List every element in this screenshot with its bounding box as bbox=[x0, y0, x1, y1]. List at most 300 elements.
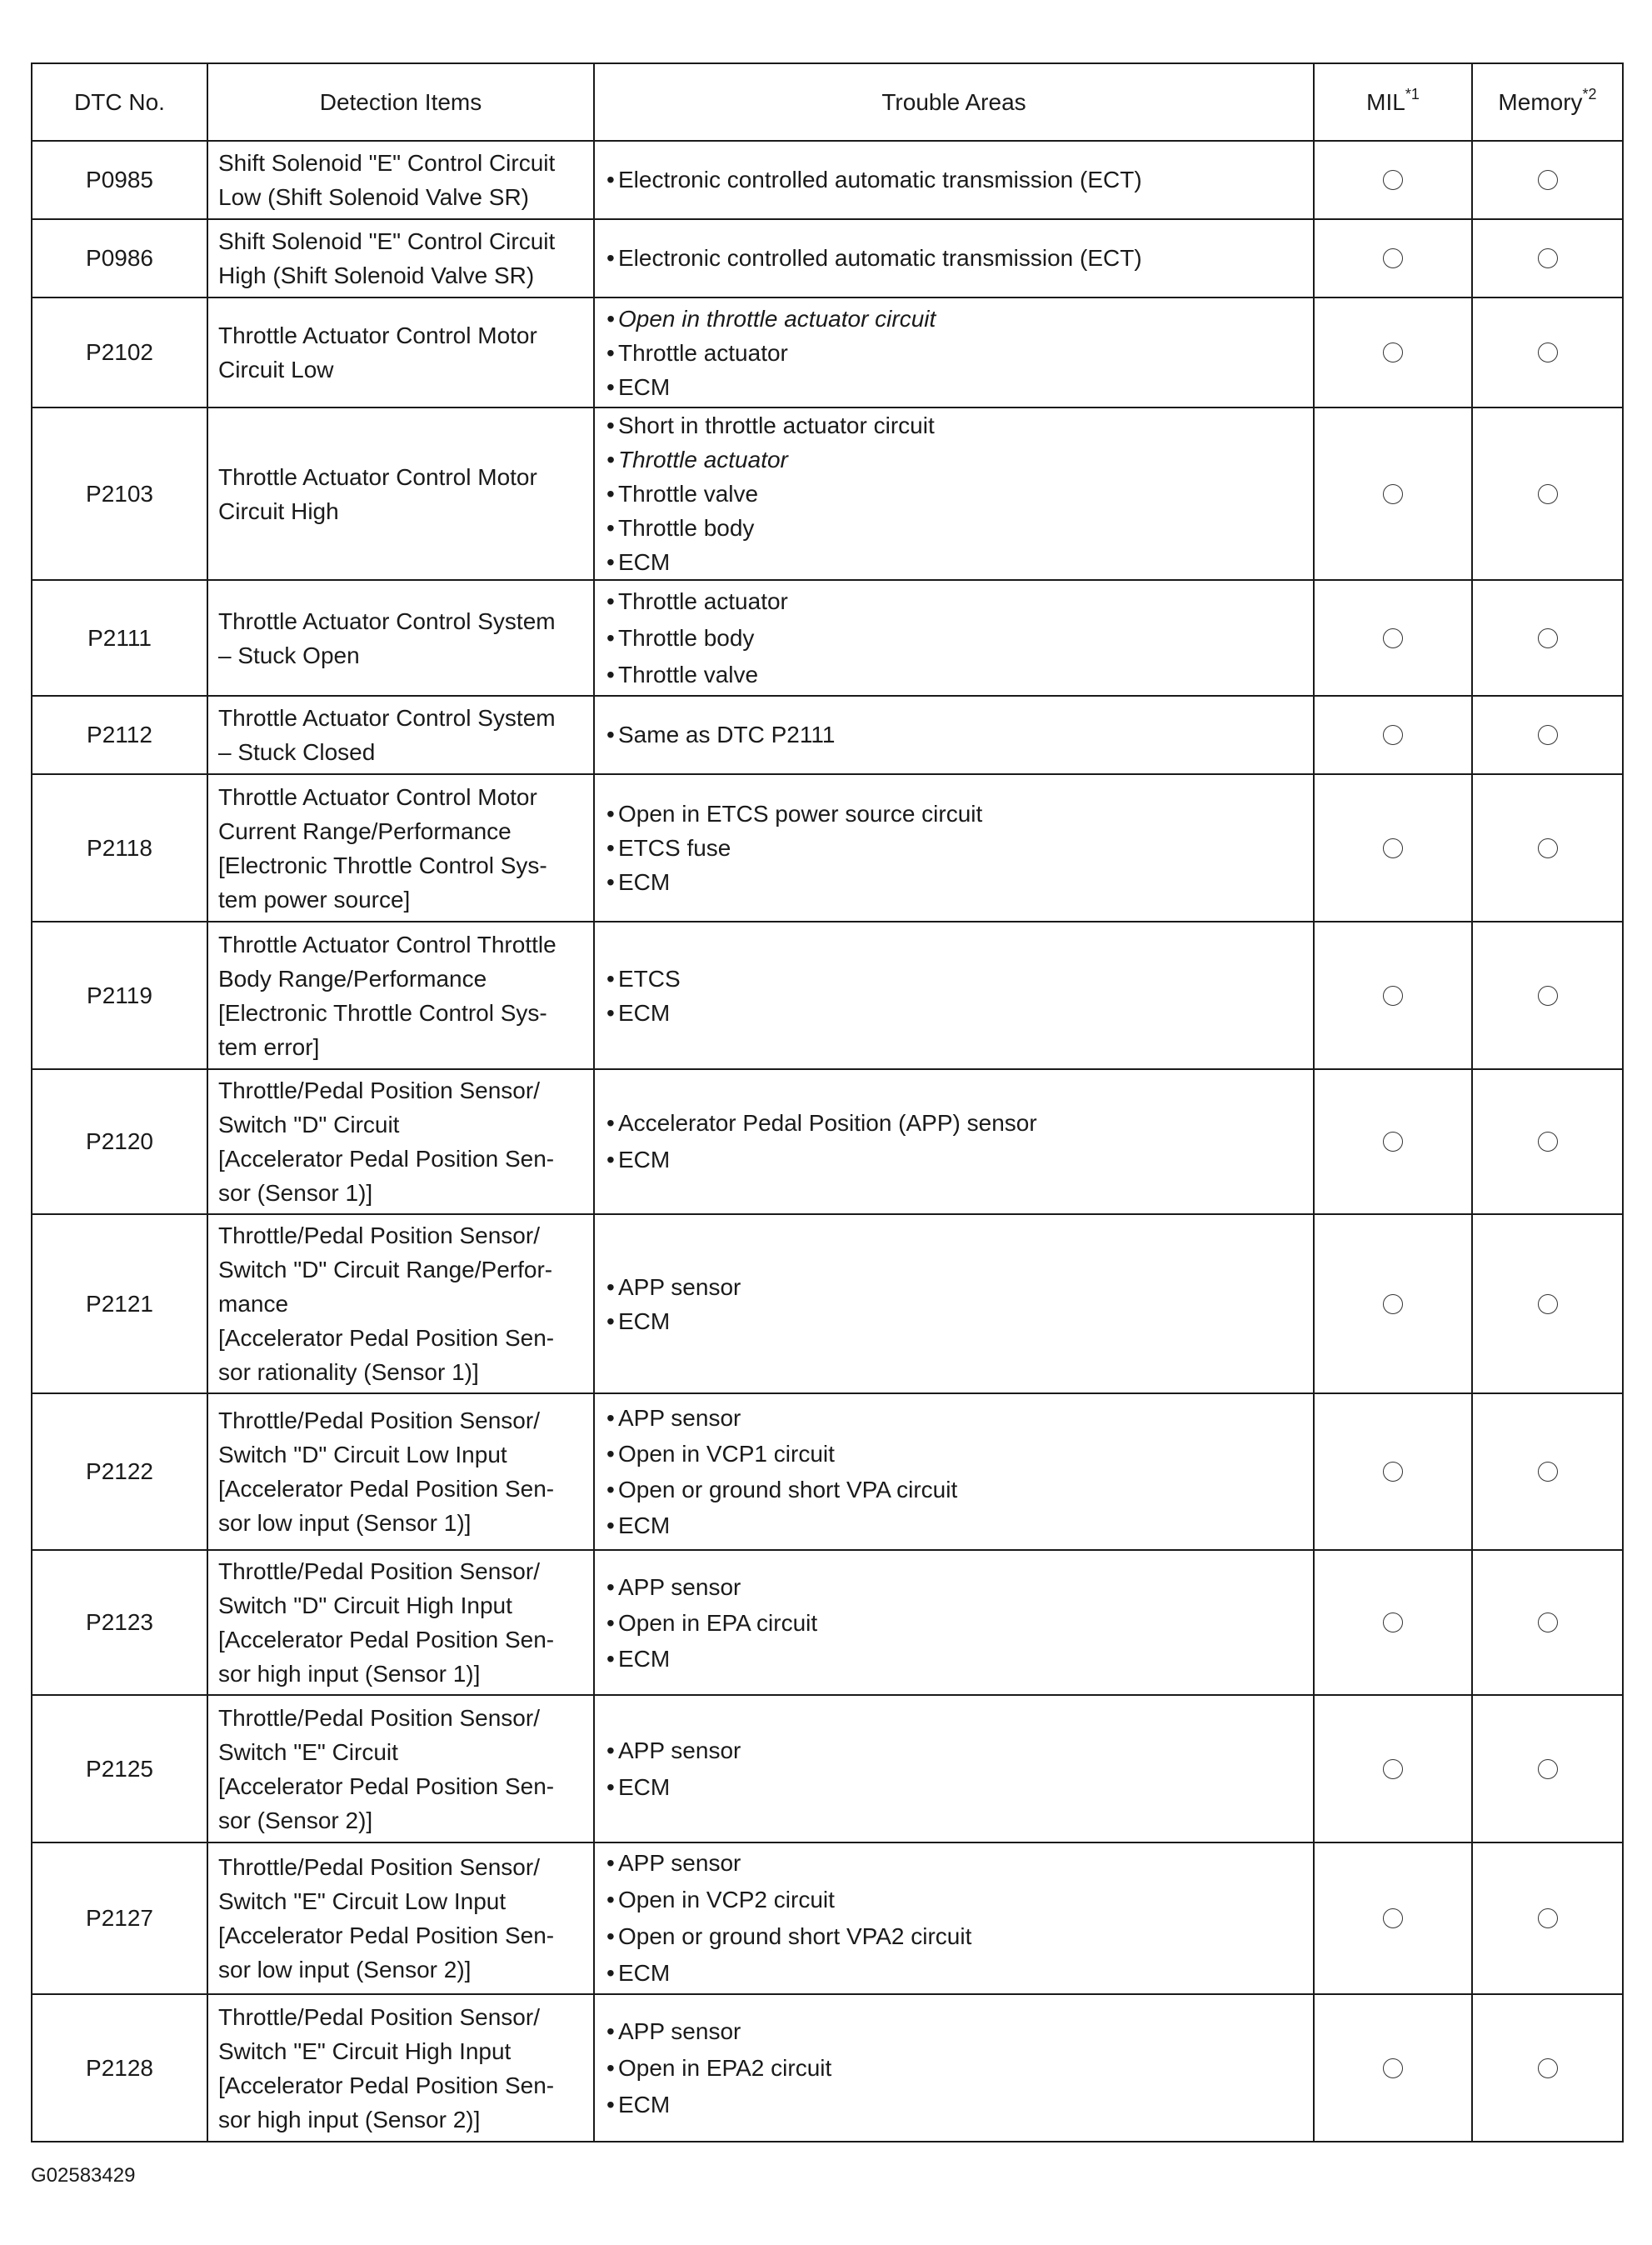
bullet-icon: • bbox=[606, 515, 615, 541]
detection-item bbox=[207, 580, 594, 696]
memory-indicator bbox=[1472, 219, 1623, 298]
memory-footnote-mark: *2 bbox=[1582, 85, 1597, 102]
mil-indicator bbox=[1314, 1842, 1472, 1994]
circle-icon bbox=[1538, 725, 1558, 745]
dtc-number: P0985 bbox=[32, 141, 207, 219]
circle-icon bbox=[1538, 628, 1558, 648]
dtc-number: P2123 bbox=[32, 1550, 207, 1695]
table-row bbox=[32, 408, 1623, 580]
detection-line: Throttle/Pedal Position Sensor/ bbox=[218, 1704, 540, 1731]
trouble-area-text: Throttle valve bbox=[618, 481, 759, 507]
circle-icon bbox=[1383, 1908, 1403, 1928]
mil-indicator bbox=[1314, 141, 1472, 219]
trouble-area-item bbox=[606, 620, 1305, 657]
header-trouble-areas: Trouble Areas bbox=[594, 63, 1314, 141]
circle-icon bbox=[1538, 1132, 1558, 1152]
detection-item bbox=[207, 1393, 594, 1550]
mil-indicator bbox=[1314, 696, 1472, 774]
table-row bbox=[32, 219, 1623, 298]
bullet-icon: • bbox=[606, 1645, 615, 1672]
table-row bbox=[32, 1393, 1623, 1550]
trouble-area-item bbox=[606, 2013, 1305, 2050]
trouble-area-item bbox=[606, 1105, 1305, 1142]
detection-line: sor high input (Sensor 2)] bbox=[218, 2106, 481, 2132]
trouble-area-text: ECM bbox=[618, 1147, 671, 1172]
detection-item bbox=[207, 1214, 594, 1393]
circle-icon bbox=[1383, 2058, 1403, 2078]
bullet-icon: • bbox=[606, 339, 615, 366]
trouble-areas bbox=[594, 1214, 1314, 1393]
table-row bbox=[32, 141, 1623, 219]
dtc-number: P2120 bbox=[32, 1069, 207, 1214]
trouble-area-list bbox=[606, 718, 1305, 752]
trouble-area-item bbox=[606, 865, 1305, 899]
trouble-area-item bbox=[606, 996, 1305, 1030]
circle-icon bbox=[1383, 342, 1403, 362]
detection-line: Throttle/Pedal Position Sensor/ bbox=[218, 1408, 540, 1433]
dtc-number: P2118 bbox=[32, 774, 207, 922]
detection-line: [Accelerator Pedal Position Sen- bbox=[218, 1146, 555, 1172]
dtc-number: P2112 bbox=[32, 696, 207, 774]
mil-indicator bbox=[1314, 408, 1472, 580]
trouble-area-text: Accelerator Pedal Position (APP) sensor bbox=[618, 1110, 1037, 1136]
circle-icon bbox=[1538, 342, 1558, 362]
trouble-area-list bbox=[606, 408, 1305, 579]
detection-line: – Stuck Closed bbox=[218, 739, 376, 765]
table-row bbox=[32, 580, 1623, 696]
header-detection-items: Detection Items bbox=[207, 63, 594, 141]
circle-icon bbox=[1383, 484, 1403, 504]
detection-item bbox=[207, 1994, 594, 2142]
memory-indicator bbox=[1472, 1214, 1623, 1393]
trouble-area-item bbox=[606, 545, 1305, 579]
header-memory: Memory$^{*2}$ bbox=[1472, 63, 1623, 141]
detection-line: sor high input (Sensor 1)] bbox=[218, 1661, 481, 1687]
bullet-icon: • bbox=[606, 305, 615, 332]
trouble-areas bbox=[594, 141, 1314, 219]
detection-item bbox=[207, 141, 594, 219]
trouble-area-item bbox=[606, 477, 1305, 511]
trouble-area-item bbox=[606, 1270, 1305, 1304]
detection-line: Switch "D" Circuit bbox=[218, 1112, 400, 1138]
circle-icon bbox=[1538, 986, 1558, 1006]
trouble-areas bbox=[594, 774, 1314, 922]
circle-icon bbox=[1383, 725, 1403, 745]
trouble-area-item bbox=[606, 718, 1305, 752]
detection-item bbox=[207, 219, 594, 298]
mil-indicator bbox=[1314, 1393, 1472, 1550]
trouble-area-item bbox=[606, 1569, 1305, 1605]
bullet-icon: • bbox=[606, 801, 615, 827]
memory-indicator bbox=[1472, 696, 1623, 774]
trouble-area-item bbox=[606, 657, 1305, 693]
trouble-area-item bbox=[606, 1472, 1305, 1508]
trouble-area-item bbox=[606, 1508, 1305, 1543]
detection-line: Throttle Actuator Control Motor bbox=[218, 463, 537, 490]
table-body bbox=[32, 141, 1623, 2142]
trouble-area-item bbox=[606, 583, 1305, 620]
detection-line: sor low input (Sensor 2)] bbox=[218, 1957, 472, 1982]
trouble-area-list bbox=[606, 797, 1305, 899]
trouble-area-item bbox=[606, 336, 1305, 370]
memory-indicator bbox=[1472, 298, 1623, 408]
trouble-area-list bbox=[606, 1732, 1305, 1806]
trouble-area-text: Electronic controlled automatic transmission (ECT) bbox=[618, 167, 1142, 192]
memory-indicator bbox=[1472, 1994, 1623, 2142]
memory-indicator bbox=[1472, 1842, 1623, 1994]
trouble-area-list bbox=[606, 1845, 1305, 1992]
bullet-icon: • bbox=[606, 1923, 615, 1949]
bullet-icon: • bbox=[606, 1477, 615, 1502]
detection-line: Switch "D" Circuit High Input bbox=[218, 1592, 512, 1618]
trouble-area-item bbox=[606, 1882, 1305, 1918]
trouble-area-list bbox=[606, 2013, 1305, 2123]
circle-icon bbox=[1538, 2058, 1558, 2078]
trouble-area-item bbox=[606, 2050, 1305, 2087]
detection-item bbox=[207, 1842, 594, 1994]
detection-item bbox=[207, 774, 594, 922]
trouble-area-item bbox=[606, 2087, 1305, 2123]
bullet-icon: • bbox=[606, 1960, 615, 1986]
detection-item bbox=[207, 298, 594, 408]
trouble-area-item bbox=[606, 1641, 1305, 1677]
trouble-area-text: Throttle body bbox=[618, 515, 755, 541]
table-row bbox=[32, 774, 1623, 922]
trouble-area-text: ECM bbox=[618, 1308, 671, 1334]
dtc-number: P2128 bbox=[32, 1994, 207, 2142]
header-row bbox=[32, 63, 1623, 141]
bullet-icon: • bbox=[606, 869, 615, 895]
bullet-icon: • bbox=[606, 481, 615, 507]
mil-indicator bbox=[1314, 774, 1472, 922]
bullet-icon: • bbox=[606, 1573, 615, 1600]
detection-item bbox=[207, 696, 594, 774]
dtc-number: P0986 bbox=[32, 219, 207, 298]
trouble-area-item bbox=[606, 1918, 1305, 1955]
mil-indicator bbox=[1314, 1994, 1472, 2142]
circle-icon bbox=[1383, 1294, 1403, 1314]
bullet-icon: • bbox=[606, 412, 615, 438]
mil-indicator bbox=[1314, 1550, 1472, 1695]
trouble-area-text: ECM bbox=[618, 1645, 671, 1672]
detection-line: Low (Shift Solenoid Valve SR) bbox=[218, 184, 529, 210]
detection-line: Switch "E" Circuit High Input bbox=[218, 2038, 512, 2064]
memory-indicator bbox=[1472, 1550, 1623, 1695]
bullet-icon: • bbox=[606, 549, 615, 575]
bullet-icon: • bbox=[606, 1609, 615, 1636]
bullet-icon: • bbox=[606, 999, 615, 1026]
mil-indicator bbox=[1314, 298, 1472, 408]
table-row bbox=[32, 1842, 1623, 1994]
detection-line: [Accelerator Pedal Position Sen- bbox=[218, 2072, 555, 2098]
memory-indicator bbox=[1472, 774, 1623, 922]
detection-line: Body Range/Performance bbox=[218, 965, 487, 992]
trouble-area-text: APP sensor bbox=[618, 1405, 741, 1431]
circle-icon bbox=[1538, 1462, 1558, 1482]
dtc-number: P2127 bbox=[32, 1842, 207, 1994]
table-row bbox=[32, 1695, 1623, 1842]
detection-line: Circuit High bbox=[218, 498, 339, 524]
bullet-icon: • bbox=[606, 245, 615, 271]
mil-indicator bbox=[1314, 1214, 1472, 1393]
trouble-area-text: APP sensor bbox=[618, 1737, 741, 1763]
circle-icon bbox=[1538, 1759, 1558, 1779]
trouble-area-item bbox=[606, 1304, 1305, 1338]
trouble-areas bbox=[594, 219, 1314, 298]
circle-icon bbox=[1383, 986, 1403, 1006]
dtc-number: P2103 bbox=[32, 408, 207, 580]
mil-indicator bbox=[1314, 1695, 1472, 1842]
bullet-icon: • bbox=[606, 2018, 615, 2044]
trouble-area-list bbox=[606, 1569, 1305, 1677]
memory-indicator bbox=[1472, 408, 1623, 580]
detection-line: Switch "E" Circuit Low Input bbox=[218, 1888, 507, 1914]
circle-icon bbox=[1538, 1612, 1558, 1632]
detection-line: sor (Sensor 2)] bbox=[218, 1807, 373, 1833]
circle-icon bbox=[1383, 838, 1403, 858]
trouble-area-text: Open in ETCS power source circuit bbox=[618, 801, 983, 827]
trouble-area-item bbox=[606, 1955, 1305, 1992]
trouble-area-text: Open in VCP1 circuit bbox=[618, 1441, 835, 1467]
bullet-icon: • bbox=[606, 1850, 615, 1876]
trouble-areas bbox=[594, 1550, 1314, 1695]
detection-line: Shift Solenoid "E" Control Circuit bbox=[218, 150, 556, 176]
mil-indicator bbox=[1314, 580, 1472, 696]
trouble-areas bbox=[594, 408, 1314, 580]
bullet-icon: • bbox=[606, 373, 615, 400]
detection-line: Throttle/Pedal Position Sensor/ bbox=[218, 2003, 540, 2030]
trouble-area-text: APP sensor bbox=[618, 1850, 741, 1876]
memory-indicator bbox=[1472, 1393, 1623, 1550]
trouble-areas bbox=[594, 580, 1314, 696]
trouble-areas bbox=[594, 696, 1314, 774]
detection-line: Circuit Low bbox=[218, 357, 334, 382]
circle-icon bbox=[1383, 170, 1403, 190]
trouble-area-list bbox=[606, 1400, 1305, 1543]
memory-indicator bbox=[1472, 580, 1623, 696]
bullet-icon: • bbox=[606, 624, 615, 651]
trouble-area-text: ECM bbox=[618, 999, 671, 1026]
detection-line: Throttle Actuator Control Motor bbox=[218, 322, 537, 348]
bullet-icon: • bbox=[606, 167, 615, 192]
mil-footnote-mark: *1 bbox=[1405, 85, 1420, 102]
table-row bbox=[32, 1994, 1623, 2142]
detection-line: sor rationality (Sensor 1)] bbox=[218, 1359, 479, 1385]
trouble-areas bbox=[594, 1842, 1314, 1994]
dtc-number: P2122 bbox=[32, 1393, 207, 1550]
trouble-areas bbox=[594, 1695, 1314, 1842]
trouble-area-text: Open or ground short VPA2 circuit bbox=[618, 1923, 972, 1949]
memory-indicator bbox=[1472, 1695, 1623, 1842]
detection-line: tem power source] bbox=[218, 886, 411, 912]
trouble-area-text: ETCS bbox=[618, 965, 681, 992]
table-row bbox=[32, 922, 1623, 1069]
trouble-area-item bbox=[606, 1436, 1305, 1472]
memory-indicator bbox=[1472, 1069, 1623, 1214]
trouble-area-item bbox=[606, 797, 1305, 831]
detection-line: Throttle/Pedal Position Sensor/ bbox=[218, 1078, 540, 1103]
bullet-icon: • bbox=[606, 588, 615, 614]
trouble-area-text: ECM bbox=[618, 1512, 671, 1538]
table-row bbox=[32, 298, 1623, 408]
trouble-area-list bbox=[606, 1270, 1305, 1338]
detection-line: Current Range/Performance bbox=[218, 818, 512, 844]
mil-indicator bbox=[1314, 219, 1472, 298]
trouble-area-text: Throttle actuator bbox=[618, 447, 788, 472]
circle-icon bbox=[1383, 248, 1403, 268]
trouble-area-text: Open in EPA circuit bbox=[618, 1609, 818, 1636]
trouble-area-list bbox=[606, 962, 1305, 1030]
detection-line: Switch "D" Circuit Range/Perfor- bbox=[218, 1257, 553, 1282]
trouble-area-text: Throttle valve bbox=[618, 661, 759, 688]
table-row bbox=[32, 1214, 1623, 1393]
trouble-area-item bbox=[606, 1142, 1305, 1178]
circle-icon bbox=[1383, 1462, 1403, 1482]
bullet-icon: • bbox=[606, 1147, 615, 1172]
detection-line: Switch "E" Circuit bbox=[218, 1738, 398, 1765]
trouble-area-text: APP sensor bbox=[618, 1273, 741, 1300]
detection-line: tem error] bbox=[218, 1033, 320, 1060]
trouble-areas bbox=[594, 1393, 1314, 1550]
trouble-area-text: Throttle actuator bbox=[618, 339, 788, 366]
memory-indicator bbox=[1472, 141, 1623, 219]
bullet-icon: • bbox=[606, 1887, 615, 1912]
detection-line: Throttle Actuator Control Throttle bbox=[218, 931, 556, 958]
circle-icon bbox=[1383, 628, 1403, 648]
trouble-area-item bbox=[606, 302, 1305, 336]
trouble-area-text: Short in throttle actuator circuit bbox=[618, 412, 935, 438]
circle-icon bbox=[1538, 1908, 1558, 1928]
detection-item bbox=[207, 408, 594, 580]
trouble-area-text: Open in throttle actuator circuit bbox=[618, 305, 936, 332]
bullet-icon: • bbox=[606, 447, 615, 472]
detection-line: Throttle/Pedal Position Sensor/ bbox=[218, 1222, 540, 1248]
circle-icon bbox=[1538, 248, 1558, 268]
detection-line: [Accelerator Pedal Position Sen- bbox=[218, 1922, 555, 1948]
trouble-area-item bbox=[606, 831, 1305, 865]
detection-line: Throttle/Pedal Position Sensor/ bbox=[218, 1558, 540, 1584]
dtc-number: P2125 bbox=[32, 1695, 207, 1842]
detection-line: [Accelerator Pedal Position Sen- bbox=[218, 1772, 555, 1799]
figure-code: G02583429 bbox=[31, 2164, 136, 2187]
dtc-number: P2121 bbox=[32, 1214, 207, 1393]
circle-icon bbox=[1383, 1759, 1403, 1779]
table-row bbox=[32, 1069, 1623, 1214]
bullet-icon: • bbox=[606, 1273, 615, 1300]
detection-line: [Accelerator Pedal Position Sen- bbox=[218, 1325, 555, 1351]
bullet-icon: • bbox=[606, 722, 615, 748]
bullet-icon: • bbox=[606, 835, 615, 861]
trouble-area-item bbox=[606, 1400, 1305, 1436]
trouble-area-text: Electronic controlled automatic transmission (ECT) bbox=[618, 245, 1142, 271]
memory-indicator bbox=[1472, 922, 1623, 1069]
bullet-icon: • bbox=[606, 661, 615, 688]
trouble-areas bbox=[594, 1994, 1314, 2142]
trouble-area-item bbox=[606, 1769, 1305, 1806]
detection-line: Shift Solenoid "E" Control Circuit bbox=[218, 228, 556, 254]
detection-item bbox=[207, 922, 594, 1069]
detection-item bbox=[207, 1695, 594, 1842]
trouble-area-item bbox=[606, 1845, 1305, 1882]
bullet-icon: • bbox=[606, 2054, 615, 2081]
trouble-area-text: ETCS fuse bbox=[618, 835, 731, 861]
circle-icon bbox=[1538, 170, 1558, 190]
trouble-area-item bbox=[606, 1605, 1305, 1641]
trouble-area-text: Open in EPA2 circuit bbox=[618, 2054, 832, 2081]
trouble-area-text: APP sensor bbox=[618, 2018, 741, 2044]
trouble-area-text: Throttle actuator bbox=[618, 588, 788, 614]
detection-line: – Stuck Open bbox=[218, 642, 360, 668]
trouble-area-list bbox=[606, 163, 1305, 197]
header-mil: MIL$^{*1}$ bbox=[1314, 63, 1472, 141]
trouble-area-text: Open in VCP2 circuit bbox=[618, 1887, 835, 1912]
mil-indicator bbox=[1314, 1069, 1472, 1214]
detection-line: Throttle Actuator Control System bbox=[218, 608, 556, 634]
trouble-area-text: ECM bbox=[618, 869, 671, 895]
trouble-area-text: ECM bbox=[618, 1773, 671, 1800]
trouble-area-item bbox=[606, 511, 1305, 545]
trouble-area-item bbox=[606, 1732, 1305, 1769]
dtc-number: P2102 bbox=[32, 298, 207, 408]
trouble-area-text: ECM bbox=[618, 2091, 671, 2118]
bullet-icon: • bbox=[606, 965, 615, 992]
detection-line: Throttle/Pedal Position Sensor/ bbox=[218, 1854, 540, 1880]
circle-icon bbox=[1538, 1294, 1558, 1314]
header-dtc-no: DTC No. bbox=[32, 63, 207, 141]
detection-line: Switch "D" Circuit Low Input bbox=[218, 1442, 507, 1468]
mil-indicator bbox=[1314, 922, 1472, 1069]
dtc-number: P2119 bbox=[32, 922, 207, 1069]
bullet-icon: • bbox=[606, 1308, 615, 1334]
trouble-area-text: Same as DTC P2111 bbox=[618, 722, 836, 748]
bullet-icon: • bbox=[606, 1441, 615, 1467]
trouble-area-text: ECM bbox=[618, 549, 671, 575]
circle-icon bbox=[1383, 1132, 1403, 1152]
trouble-area-list bbox=[606, 1105, 1305, 1178]
table-row bbox=[32, 696, 1623, 774]
trouble-area-list bbox=[606, 302, 1305, 404]
trouble-area-text: ECM bbox=[618, 1960, 671, 1986]
detection-line: High (Shift Solenoid Valve SR) bbox=[218, 262, 535, 288]
detection-line: Throttle Actuator Control Motor bbox=[218, 783, 537, 810]
circle-icon bbox=[1383, 1612, 1403, 1632]
bullet-icon: • bbox=[606, 2091, 615, 2118]
bullet-icon: • bbox=[606, 1110, 615, 1136]
detection-line: Throttle Actuator Control System bbox=[218, 705, 556, 731]
detection-line: sor (Sensor 1)] bbox=[218, 1180, 373, 1206]
trouble-area-item bbox=[606, 242, 1305, 275]
trouble-area-text: ECM bbox=[618, 373, 671, 400]
trouble-areas bbox=[594, 922, 1314, 1069]
trouble-area-text: APP sensor bbox=[618, 1573, 741, 1600]
bullet-icon: • bbox=[606, 1512, 615, 1538]
trouble-area-item bbox=[606, 370, 1305, 404]
table-row bbox=[32, 1550, 1623, 1695]
detection-line: sor low input (Sensor 1)] bbox=[218, 1510, 472, 1536]
detection-item bbox=[207, 1550, 594, 1695]
trouble-areas bbox=[594, 298, 1314, 408]
detection-line: [Electronic Throttle Control Sys- bbox=[218, 852, 547, 878]
detection-line: [Electronic Throttle Control Sys- bbox=[218, 999, 547, 1026]
bullet-icon: • bbox=[606, 1773, 615, 1800]
bullet-icon: • bbox=[606, 1737, 615, 1763]
trouble-area-list bbox=[606, 242, 1305, 275]
dtc-number: P2111 bbox=[32, 580, 207, 696]
circle-icon bbox=[1538, 838, 1558, 858]
trouble-area-item bbox=[606, 163, 1305, 197]
trouble-area-item bbox=[606, 442, 1305, 477]
detection-item bbox=[207, 1069, 594, 1214]
